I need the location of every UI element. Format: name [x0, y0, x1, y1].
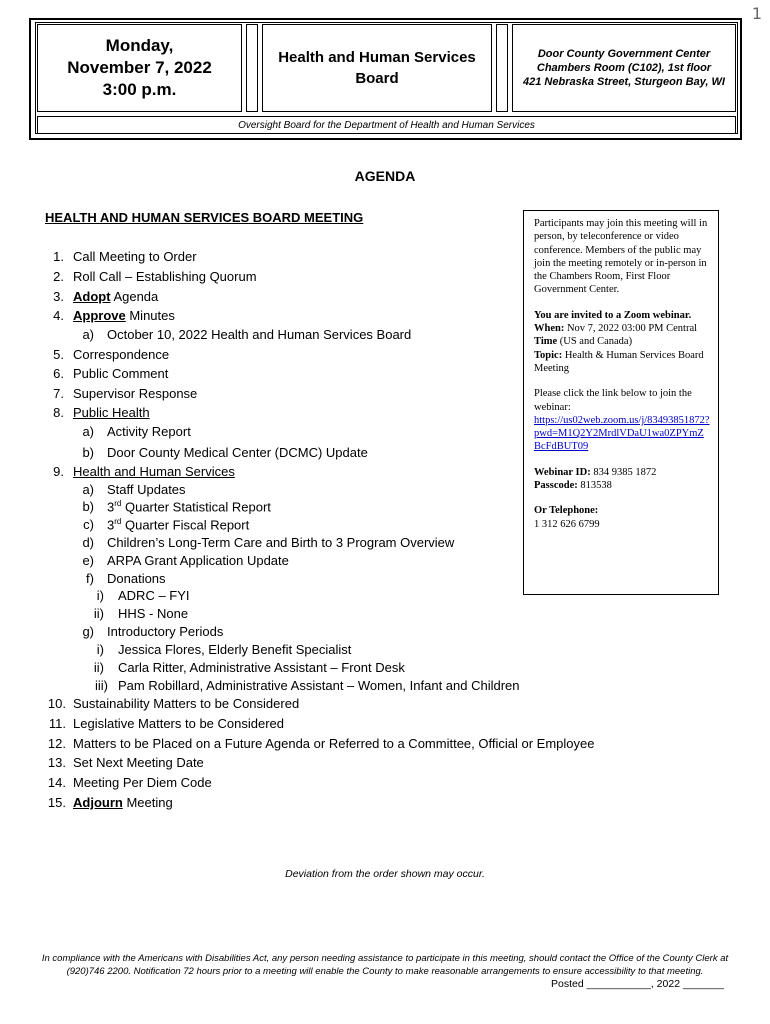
- board-name-line1: Health and Human Services: [278, 49, 476, 66]
- webinar-credentials: Webinar ID: 834 9385 1872 Passcode: 813538: [534, 466, 657, 492]
- ada-notice: In compliance with the Americans with Disabilities Act, any person needing assistance to participate in this meeting, should contact the Office of the County Clerk at (920)746 2200. Notification 72 hours prior to a meeting will enable the County to make reasonable arrangements to ensure accessibility to that meeting.: [41, 953, 729, 977]
- zoom-webinar-link[interactable]: https://us02web.zoom.us/j/83493851872?pwd=M1Q2Y2MrdlVDaU1wa0ZPYmZBcFdBUT09: [534, 414, 710, 453]
- header-separator: [496, 24, 508, 112]
- meeting-date-cell: [37, 24, 242, 112]
- zoom-details: You are invited to a Zoom webinar. When: Nov 7, 2022 03:00 PM Central Time (US and Canada) Topic: Health & Human Services Board Meeting: [534, 309, 704, 374]
- location-line1: Door County Government Center: [537, 48, 711, 60]
- deviation-notice: Deviation from the order shown may occur.: [285, 868, 485, 880]
- page-number: 1: [751, 4, 762, 23]
- location-line3: 421 Nebraska Street, Sturgeon Bay, WI: [523, 76, 725, 88]
- meeting-title: HEALTH AND HUMAN SERVICES BOARD MEETING: [45, 210, 364, 225]
- agenda-title: AGENDA: [354, 168, 416, 184]
- location-cell: [512, 24, 736, 112]
- webinar-info-box: [523, 210, 719, 595]
- participation-intro: Participants may join this meeting will in person, by teleconference or video conference. Members of the public may join the meeting remotely or in-person in the Chambers Room, First Floor Government Center.: [534, 218, 708, 296]
- posted-line: Posted ___________, 2022 _______: [551, 978, 724, 990]
- board-name-line2: Board: [355, 70, 399, 87]
- board-name-cell: [262, 24, 492, 112]
- telephone-section: Or Telephone: 1 312 626 6799: [534, 505, 600, 530]
- date-time: 3:00 p.m.: [102, 80, 177, 99]
- header-separator: [246, 24, 258, 112]
- oversight-line: Oversight Board for the Department of Health and Human Services: [37, 116, 736, 134]
- location-line2: Chambers Room (C102), 1st floor: [536, 62, 712, 74]
- date-weekday: Monday,: [105, 36, 174, 55]
- join-link-section: Please click the link below to join the webinar: https://us02web.zoom.us/j/83493851872?pwd=M1Q2Y2MrdlVDaU1wa0ZPYmZBcFdBUT09: [534, 388, 710, 453]
- date-full: November 7, 2022: [67, 58, 212, 77]
